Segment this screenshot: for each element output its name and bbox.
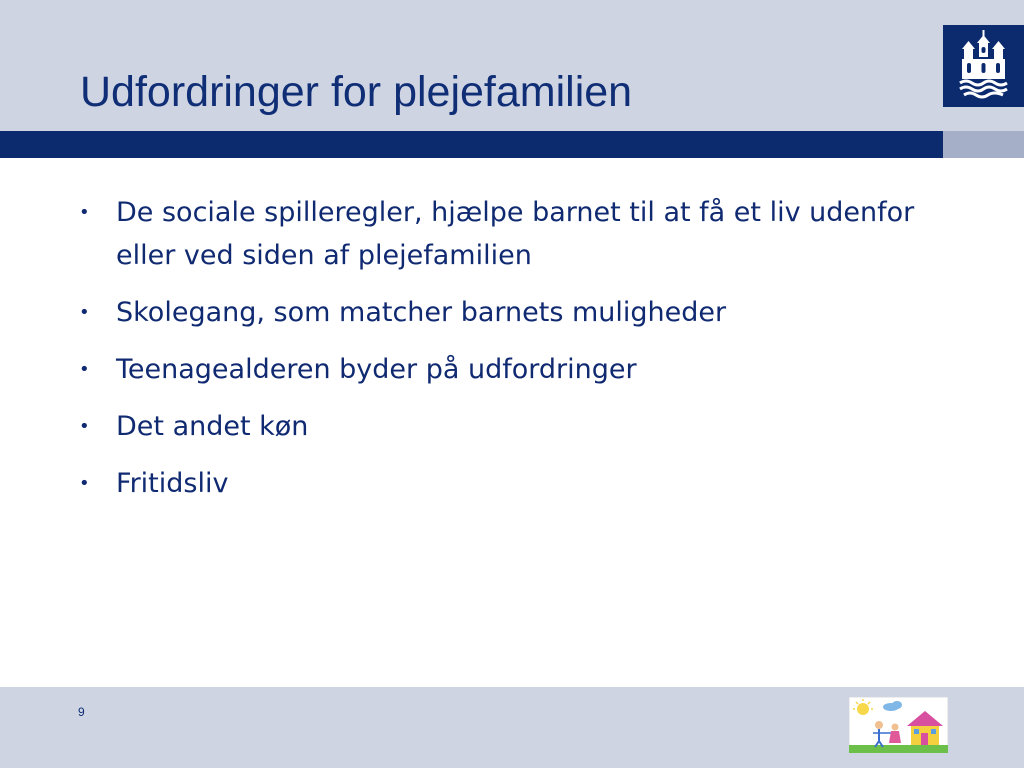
copenhagen-coat-of-arms-icon: [943, 25, 1024, 107]
bullet-text: De sociale spilleregler, hjælpe barnet til at få et liv udenfor eller ved siden af plejefamilien: [116, 197, 915, 271]
page-number: 9: [78, 705, 85, 719]
bullet-text: Det andet køn: [116, 411, 309, 442]
title-band-end: [943, 131, 1024, 158]
bullet-item: [73, 462, 953, 505]
bullet-marker: •: [79, 416, 90, 437]
bullet-text: Skolegang, som matcher barnets muligheder: [116, 297, 727, 328]
child-drawing-family-house-icon: [849, 697, 948, 753]
slide-title: Udfordringer for plejefamilien: [80, 68, 633, 116]
bullet-marker: •: [79, 473, 90, 494]
bullet-item: [73, 405, 953, 448]
bullet-marker: •: [79, 302, 90, 323]
bullet-list: [73, 191, 953, 519]
bullet-marker: •: [79, 359, 90, 380]
bullet-text: Teenagealderen byder på udfordringer: [116, 354, 637, 385]
bullet-item: [73, 291, 953, 334]
bullet-marker: •: [79, 202, 90, 223]
bullet-text: Fritidsliv: [116, 468, 229, 499]
bullet-item: [73, 348, 953, 391]
title-band: [0, 131, 943, 158]
bullet-item: [73, 191, 953, 277]
